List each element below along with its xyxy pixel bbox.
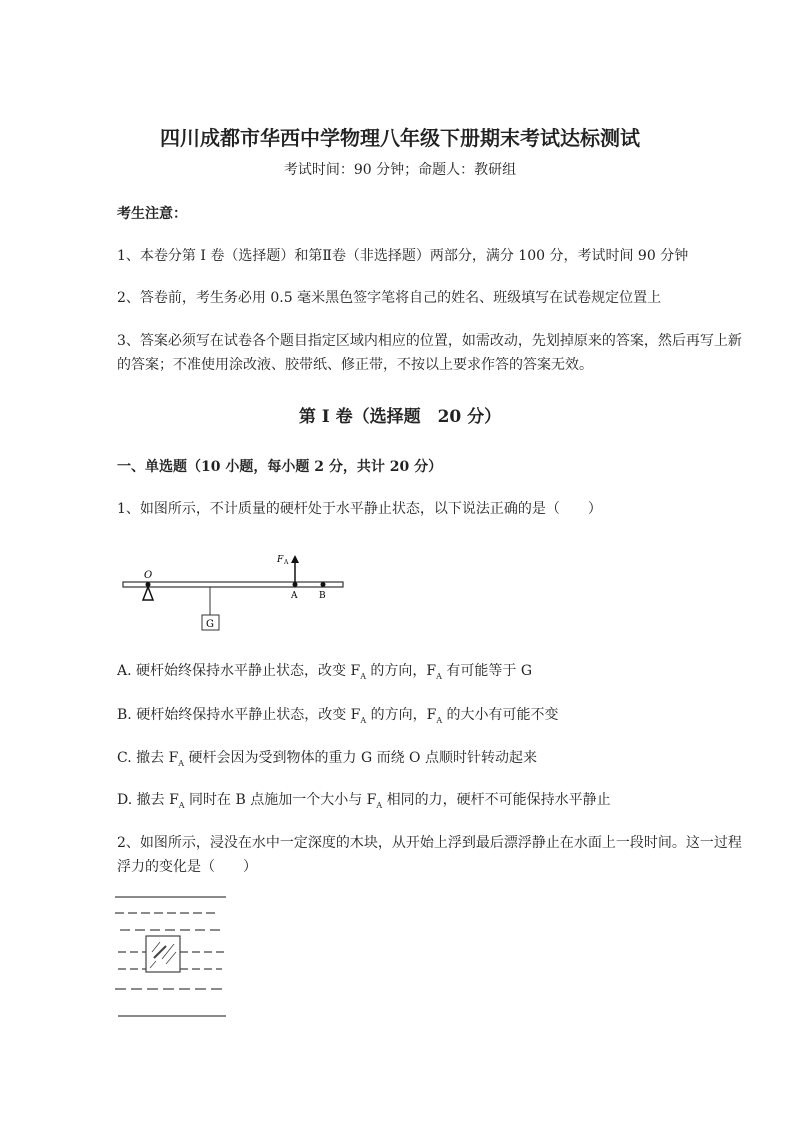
notice-item: 3、答案必须写在试卷各个题目指定区域内相应的位置，如需改动，先划掉原来的答案，然后再写上新 bbox=[117, 333, 742, 349]
floating-block-diagram bbox=[100, 880, 240, 1025]
notice-item: 2、答卷前，考生务必用 0.5 毫米黑色签字笔将自己的姓名、班级填写在试卷规定位置上 bbox=[117, 290, 662, 306]
lever-diagram bbox=[110, 540, 360, 640]
option-a[interactable]: A. 硬杆始终保持水平静止状态，改变 $F_A$ 的方向，$F_A$ 有可能等于 G bbox=[117, 663, 533, 681]
notice-heading: 考生注意： bbox=[117, 206, 187, 222]
force-label-sub: A bbox=[284, 559, 289, 566]
page-title: 四川成都市华西中学物理八年级下册期末考试达标测试 bbox=[160, 126, 640, 150]
section-title: 第 I 卷（选择题 20 分） bbox=[298, 407, 502, 427]
option-d[interactable]: D. 撤去 $F_A$ 同时在 B 点施加一个大小与 $F_A$ 相同的力，硬杆不可能保持水平静止 bbox=[117, 792, 611, 810]
point-a-label: A bbox=[291, 591, 298, 601]
exam-info: 考试时间：90 分钟；命题人：教研组 bbox=[283, 162, 517, 178]
part-title: 一、单选题（10 小题，每小题 2 分，共计 20 分） bbox=[117, 459, 443, 475]
option-c[interactable]: C. 撤去 $F_A$ 硬杆会因为受到物体的重力 G 而绕 O 点顺时针转动起来 bbox=[117, 750, 537, 768]
weight-label: G bbox=[206, 619, 214, 630]
notice-item: 的答案；不准使用涂改液、胶带纸、修正带，不按以上要求作答的答案无效。 bbox=[117, 357, 593, 373]
notice-item: 1、本卷分第 I 卷（选择题）和第Ⅱ卷（非选择题）两部分，满分 100 分，考试时间 90 分钟 bbox=[117, 248, 689, 264]
point-o-label: O bbox=[144, 570, 153, 581]
option-b[interactable]: B. 硬杆始终保持水平静止状态，改变 $F_A$ 的方向，$F_A$ 的大小有可能不变 bbox=[117, 707, 559, 725]
question-2-stem-cont: 浮力的变化是（ ） bbox=[117, 859, 257, 875]
point-b-label: B bbox=[319, 591, 326, 601]
force-label: F bbox=[277, 555, 284, 565]
question-2-stem: 2、如图所示，浸没在水中一定深度的木块，从开始上浮到最后漂浮静止在水面上一段时间。这一过程 bbox=[117, 835, 742, 851]
question-1-stem: 1、如图所示，不计质量的硬杆处于水平静止状态，以下说法正确的是（ ） bbox=[117, 501, 602, 517]
